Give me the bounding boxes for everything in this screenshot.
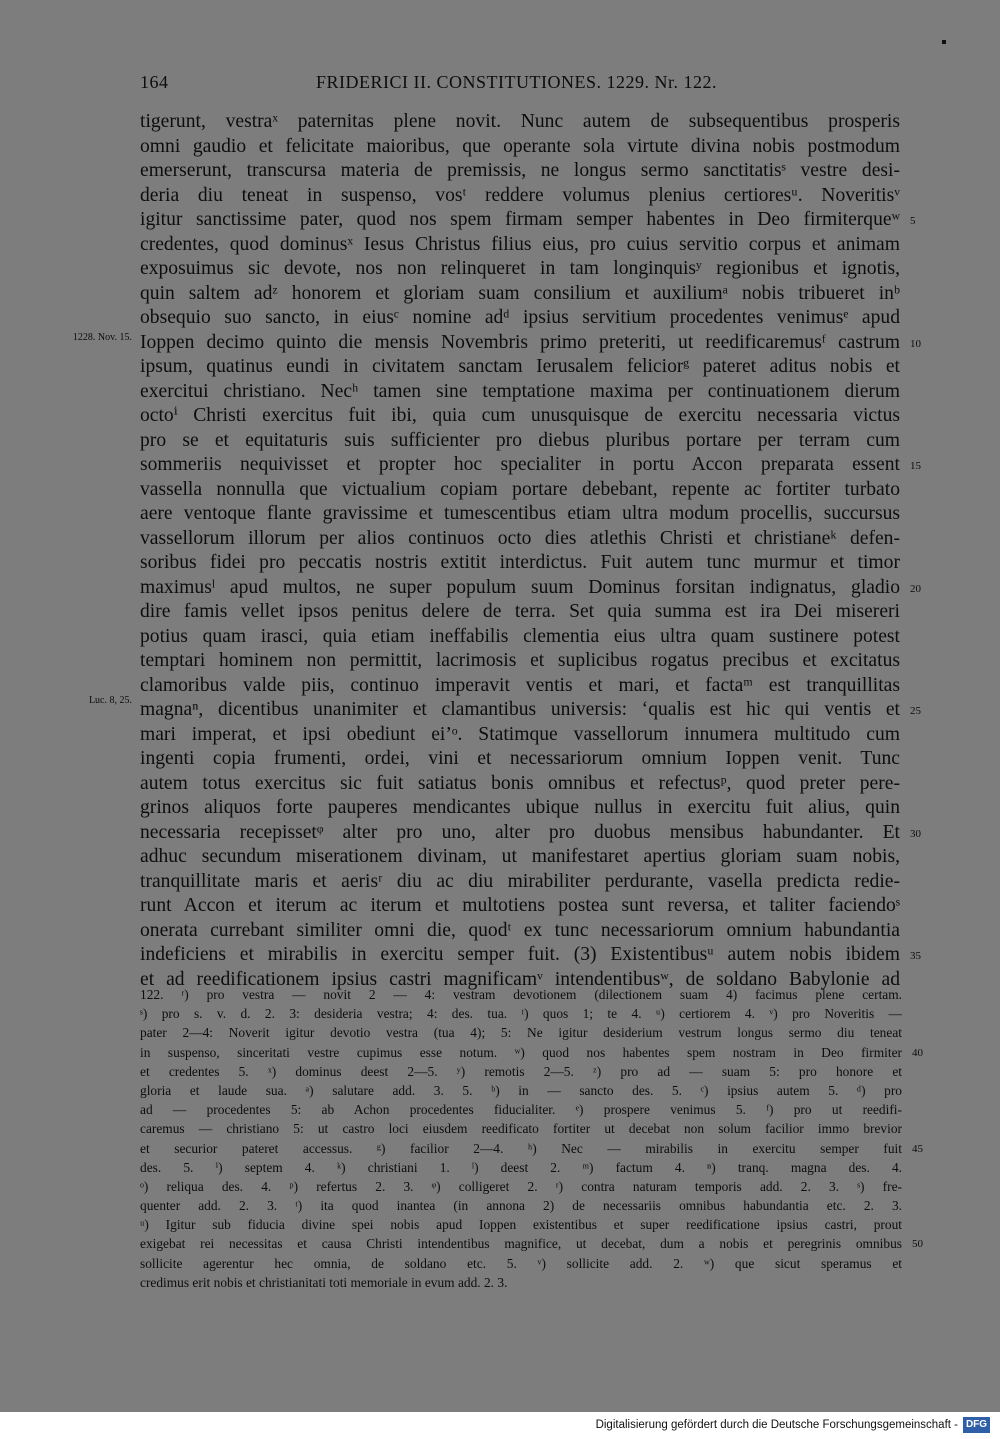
footnote-line — [140, 1254, 902, 1273]
text-line — [140, 257, 900, 282]
text-line — [140, 551, 900, 576]
line-text: deria diu teneat in suspenso, vosᵗ reddere volumus plenius certioresᵘ. Noveritisᵛ — [140, 184, 900, 206]
footnote-line-number: 40 — [912, 1046, 923, 1059]
text-line — [140, 772, 900, 797]
line-text: magnaⁿ, dicentibus unanimiter et clamantibus universis: ‘qualis est hic qui ventis et — [140, 699, 900, 720]
text-line — [140, 478, 900, 503]
footnote-text: quenter add. 2. 3. ᵗ) ita quod inantea (in annona 2) de necessariis omnibus habundantia etc. 2. 3. — [140, 1198, 902, 1214]
footnote-text: pater 2—4: Noverit igitur devotio vestra (tua 4); 5: Ne igitur desiderium vestrum longus sermo diu teneat — [140, 1025, 902, 1041]
line-text: onerata currebant similiter omni die, quodᵗ ex tunc necessariorum omnium habundantia — [140, 919, 900, 941]
text-line — [140, 576, 921, 601]
footnote-line — [140, 1119, 902, 1138]
text-line — [140, 649, 900, 674]
line-text: aere ventoque flante gravissime et tumescentibus etiam ultra modum procellis, succursus — [140, 503, 900, 524]
line-number: 35 — [910, 950, 921, 962]
text-line — [140, 674, 900, 699]
footnote-line — [140, 1081, 902, 1100]
line-text: necessaria recepissetᵠ alter pro uno, alter pro duobus mensibus habundanter. Et — [140, 821, 900, 843]
line-text: dire famis vellet ipsos penitus delere de terra. Set quia summa est ira Dei misereri — [140, 601, 900, 622]
footer-bar — [0, 1412, 1000, 1439]
footnote-line — [140, 1158, 902, 1177]
line-text: sommeriis nequivisset et propter hoc specialiter in portu Accon preparata essent — [140, 454, 900, 475]
line-text: mari imperat, et ipsi obediunt ei’ᵒ. Statimque vassellorum innumera multitudo cum — [140, 723, 900, 745]
line-text: emerserunt, transcursa materia de premissis, ne longus sermo sanctitatisˢ vestre desi- — [140, 160, 900, 181]
line-text: vassellorum illorum per alios continuos octo dies atlethis Christi et christianeᵏ defen- — [140, 527, 900, 549]
footnote-line — [140, 1100, 902, 1119]
text-line — [140, 943, 921, 968]
footnote-text: credimus erit nobis et christianitati toti memoriale in evum add. 2. 3. — [140, 1274, 508, 1290]
line-text: omni gaudio et felicitate maioribus, que operante sola virtute divina nobis postmodum — [140, 135, 900, 157]
footnote-text: gloria et laude sua. ᵃ) salutare add. 3. 5. ᵇ) in — sancto des. 5. ᶜ) ipsius autem 5. ᵈ) pro — [140, 1082, 902, 1098]
line-text: temptari hominem non permittit, lacrimosis et suplicibus rogatus precibus et excitatus — [140, 650, 900, 671]
line-text: obsequio suo sancto, in eiusᶜ nomine adᵈ ipsius servitium procedentes venimusᵉ apud — [140, 307, 900, 328]
text-line — [140, 331, 921, 356]
text-line — [140, 894, 900, 919]
text-line — [140, 600, 900, 625]
footnote-text: ˢ) pro s. v. d. 2. 3: desideria vestra; 4: des. tua. ᵗ) quos 1; te 4. ᵘ) certiorem 4. ᵛ) pro Noveritis — — [140, 1006, 902, 1022]
footnote-text: ad — procedentes 5: ab Achon procedentes fiducialiter. ᵉ) prospere venimus 5. ᶠ) pro ut reedifi- — [140, 1102, 902, 1118]
footnote-text: 122. ʳ) pro vestra — novit 2 — 4: vestram devotionem (dilectionem suam 4) facimus plene certam. — [140, 987, 902, 1002]
text-line — [140, 527, 900, 552]
text-line — [140, 233, 900, 258]
line-text: soribus fidei pro peccatis nostris extitit interdictus. Fuit autem tunc murmur et timor — [140, 552, 900, 573]
line-number: 25 — [910, 705, 921, 717]
footnote-line — [140, 1177, 902, 1196]
running-head: FRIDERICI II. CONSTITUTIONES. 1229. Nr. 122. — [316, 72, 717, 92]
line-text: adhuc secundum miserationem divinam, ut manifestaret apertius gloriam suam nobis, — [140, 846, 900, 867]
scan-mark — [942, 40, 946, 44]
text-line — [140, 208, 916, 233]
footnote-text: et credentes 5. ˣ) dominus deest 2—5. ʸ) remotis 2—5. ᶻ) pro ad — suam 5: pro honore et — [140, 1063, 902, 1079]
line-number: 30 — [910, 827, 921, 840]
line-text: clamoribus valde piis, continuo imperavit ventis et mari, et factaᵐ est tranquillitas — [140, 674, 900, 696]
text-line — [140, 870, 900, 895]
line-text: maximusˡ apud multos, ne super populum suum Dominus forsitan indignatus, gladio — [140, 576, 900, 598]
line-text: octoⁱ Christi exercitus fuit ibi, quia cum unusquisque de exercitu necessaria victus — [140, 405, 900, 426]
text-line — [140, 282, 900, 307]
line-number: 10 — [910, 337, 921, 350]
footnote-line — [140, 1215, 902, 1234]
text-line — [140, 919, 900, 944]
line-text: indeficiens et mirabilis in exercitu semper fuit. (3) Existentibusᵘ autem nobis ibidem — [140, 944, 900, 965]
line-text: ingenti copia frumenti, ordei, vini et necessariorum omnium Ioppen venit. Tunc — [140, 748, 900, 769]
line-text: autem totus exercitus sic fuit satiatus bonis omnibus et refectusᵖ, quod preter pere- — [140, 772, 900, 794]
footnote-text: exigebat rei necessitas et causa Christi intendentibus magnifice, ut decebat, dum a nobis et peregrinis omnibus — [140, 1236, 902, 1252]
line-text: potius quam irasci, quia etiam ineffabilis clementia eius ultra quam sustinere potest — [140, 625, 900, 647]
text-line — [140, 429, 900, 454]
footnotes — [140, 985, 923, 1292]
footnote-line — [140, 1139, 923, 1158]
footer-credit: Digitalisierung gefördert durch die Deutsche Forschungsgemeinschaft - — [595, 1419, 958, 1431]
footnote-line — [140, 1043, 923, 1062]
line-text: pro se et equitaturis suis sufficienter pro diebus pluribus portare per terram cum — [140, 429, 900, 451]
line-text: igitur sanctissime pater, quod nos spem firmam semper habentes in Deo firmiterqueʷ — [140, 209, 900, 230]
line-number: 15 — [910, 460, 921, 472]
line-text: credentes, quod dominusˣ Iesus Christus filius eius, pro cuius servitio corpus et animam — [140, 233, 900, 255]
text-line — [140, 747, 900, 772]
line-number: 5 — [910, 215, 916, 227]
footnote-line — [140, 1023, 902, 1042]
line-text: vassella nonnulla que victualium copiam portare debebant, repente ac fortiter turbato — [140, 478, 900, 500]
line-number: 20 — [910, 582, 921, 595]
footnote-text: ᵒ) reliqua des. 4. ᵖ) refertus 2. 3. ᵠ) colligeret 2. ʳ) contra naturam temporis add. 2. 3. ˢ) fre- — [140, 1178, 902, 1194]
line-text: grinos aliquos forte pauperes mendicantes ubique nullus in exercitu fuit alius, quin — [140, 797, 900, 818]
text-line — [140, 306, 900, 331]
text-line — [140, 404, 900, 429]
text-line — [140, 380, 900, 405]
margin-note-reference: Luc. 8, 25. — [88, 695, 132, 706]
footnote-text: et securior pateret accessus. ᵍ) facilior 2—4. ʰ) Nec — mirabilis in exercitu semper fuit — [140, 1140, 902, 1156]
line-text: Ioppen decimo quinto die mensis Novembris primo preteriti, ut reedificaremusᶠ castrum — [140, 331, 900, 353]
footnote-line — [140, 985, 902, 1004]
line-text: et ad reedificationem ipsius castri magnificamᵛ intendentibusʷ, de soldano Babylonie ad — [140, 968, 900, 990]
footnote-line — [140, 1062, 902, 1081]
footnote-line — [140, 1234, 923, 1253]
footnote-text: des. 5. ⁱ) septem 4. ᵏ) christiani 1. ˡ) deest 2. ᵐ) factum 4. ⁿ) tranq. magna des. 4. — [140, 1159, 902, 1175]
footnote-line — [140, 1004, 902, 1023]
page-header — [140, 72, 900, 98]
footnote-line-number: 45 — [912, 1142, 923, 1155]
text-line — [140, 184, 900, 209]
line-text: tranquillitate maris et aerisʳ diu ac diu mirabiliter perdurante, vasella predicta redie- — [140, 870, 900, 892]
text-line — [140, 453, 921, 478]
margin-note-date: 1228. Nov. 15. — [72, 332, 132, 343]
text-line — [140, 698, 921, 723]
footnote-text: caremus — christiano 5: ut castro loci eiusdem reedificato fortiter ut decebat non solum facilior immo brevior — [140, 1121, 902, 1137]
text-line — [140, 821, 921, 846]
text-line — [140, 135, 900, 160]
text-line — [140, 159, 900, 184]
footnote-line-number: 50 — [912, 1238, 923, 1251]
line-text: exercitui christiano. Necʰ tamen sine temptatione maxima per continuationem dierum — [140, 380, 900, 402]
main-text — [72, 110, 921, 992]
text-line — [140, 723, 900, 748]
text-line — [140, 845, 900, 870]
page-number: 164 — [140, 72, 169, 92]
footnote-text: sollicite agerentur hec omnia, de soldano etc. 5. ᵛ) sollicite add. 2. ʷ) que sicut speramus et — [140, 1255, 902, 1271]
text-line — [140, 796, 900, 821]
line-text: ipsum, quatinus eundi in civitatem sanctam Ierusalem feliciorᵍ pateret aditus nobis et — [140, 356, 900, 377]
line-text: exposuimus sic devote, nos non relinqueret in tam longinquisʸ regionibus et ignotis, — [140, 258, 900, 279]
dfg-logo: DFG — [963, 1417, 990, 1433]
text-line — [140, 110, 900, 135]
line-text: runt Accon et iterum ac iterum et multotiens postea sunt reversa, et taliter faciendoˢ — [140, 895, 900, 916]
footnote-line — [140, 1196, 902, 1215]
text-line — [140, 502, 900, 527]
footnote-text: ᵘ) Igitur sub fiducia divine spei nobis apud Ioppen existentibus et super reedificatione ipsius castri, prout — [140, 1217, 902, 1233]
footnote-text: in suspenso, sinceritati vestre cupimus esse notum. ʷ) quod nos habentes spem nostram in Deo firmiter — [140, 1044, 902, 1060]
text-line — [140, 625, 900, 650]
footnote-line — [140, 1273, 902, 1292]
text-line — [140, 355, 900, 380]
line-text: tigerunt, vestraˣ paternitas plene novit. Nunc autem de subsequentibus prosperis — [140, 111, 900, 132]
line-text: quin saltem adᶻ honorem et gloriam suam consilium et auxiliumᵃ nobis tribueret inᵇ — [140, 282, 900, 304]
